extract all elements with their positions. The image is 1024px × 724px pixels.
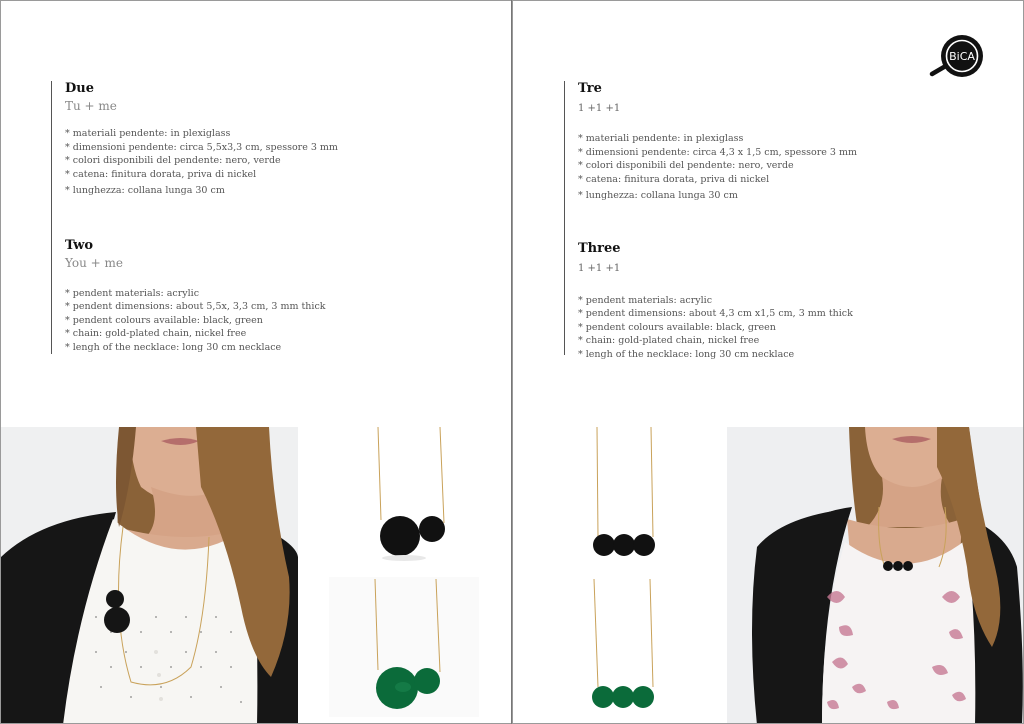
- product-photo-three-green: [513, 577, 726, 724]
- tre-spec-colors: * colori disponibili del pendente: nero, verde: [578, 160, 794, 171]
- section-gap: [65, 198, 338, 238]
- tre-spec-materials: * materiali pendente: in plexiglass: [578, 133, 744, 144]
- due-spec-dimensions: * dimensioni pendente: circa 5,5x3,3 cm, spessore 3 mm: [65, 141, 338, 153]
- product-photo-three-black: [513, 427, 726, 577]
- tre-spec-length: * lunghezza: collana lunga 30 cm: [578, 190, 738, 201]
- two-subtitle: You + me: [65, 255, 123, 270]
- two-spec-dimensions: * pendent dimensions: about 5,5x, 3,3 cm, 3 mm thick: [65, 301, 326, 312]
- tre-spec-chain: * catena: finitura dorata, priva di nickel: [578, 173, 770, 185]
- model-illustration-two: [1, 427, 298, 724]
- due-title: Due: [65, 81, 94, 96]
- tre-spec-dimensions: * dimensioni pendente: circa 4,3 x 1,5 cm, spessore 3 mm: [578, 146, 857, 158]
- due-spec-materials: * materiali pendente: in plexiglass: [65, 128, 231, 139]
- due-spec-chain: * catena: finitura dorata, priva di nickel: [65, 168, 257, 180]
- due-spec-colors: * colori disponibili del pendente: nero, verde: [65, 155, 281, 166]
- two-spec-chain: * chain: gold-plated chain, nickel free: [65, 328, 247, 339]
- left-text-block: [51, 81, 338, 354]
- due-specs-list: [65, 127, 338, 198]
- tre-specs-list: [578, 132, 857, 203]
- three-spec-colors: * pendent colours available: black, green: [578, 321, 776, 333]
- three-spec-dimensions: * pendent dimensions: about 4,3 cm x1,5 cm, 3 mm thick: [578, 308, 853, 319]
- two-spec-colors: * pendent colours available: black, green: [65, 314, 263, 326]
- green-three-circle-pendant: [513, 577, 726, 724]
- three-subtitle: 1 +1 +1: [578, 262, 621, 274]
- two-spec-length: * lengh of the necklace: long 30 cm necklace: [65, 341, 282, 353]
- model-photo-three: [727, 427, 1024, 724]
- right-page: [512, 0, 1024, 724]
- three-specs-list: [578, 294, 857, 362]
- black-two-circle-pendant: [299, 427, 512, 577]
- three-spec-length: * lengh of the necklace: long 30 cm necklace: [578, 348, 795, 360]
- bica-logo-text: BiCA: [949, 50, 975, 63]
- green-two-circle-pendant: [299, 577, 512, 724]
- black-three-circle-pendant: [513, 427, 726, 577]
- three-spec-chain: * chain: gold-plated chain, nickel free: [578, 335, 760, 346]
- due-spec-length: * lunghezza: collana lunga 30 cm: [65, 185, 225, 196]
- right-text-block: [564, 81, 857, 360]
- bica-logo-icon: [929, 34, 985, 80]
- tre-subtitle: 1 +1 +1: [578, 103, 621, 114]
- two-title: Two: [65, 237, 94, 253]
- due-subtitle: Tu + me: [65, 99, 117, 113]
- three-title: Three: [578, 240, 621, 256]
- model-photo-two: [1, 427, 298, 724]
- model-illustration-three: [727, 427, 1024, 724]
- product-photo-two-black: [299, 427, 512, 577]
- product-photo-two-green: [299, 577, 512, 724]
- three-spec-materials: * pendent materials: acrylic: [578, 294, 713, 306]
- tre-title: Tre: [578, 81, 602, 96]
- section-gap: [578, 203, 857, 241]
- bica-logo: [939, 34, 985, 80]
- two-spec-materials: * pendent materials: acrylic: [65, 287, 200, 299]
- two-specs-list: [65, 287, 338, 355]
